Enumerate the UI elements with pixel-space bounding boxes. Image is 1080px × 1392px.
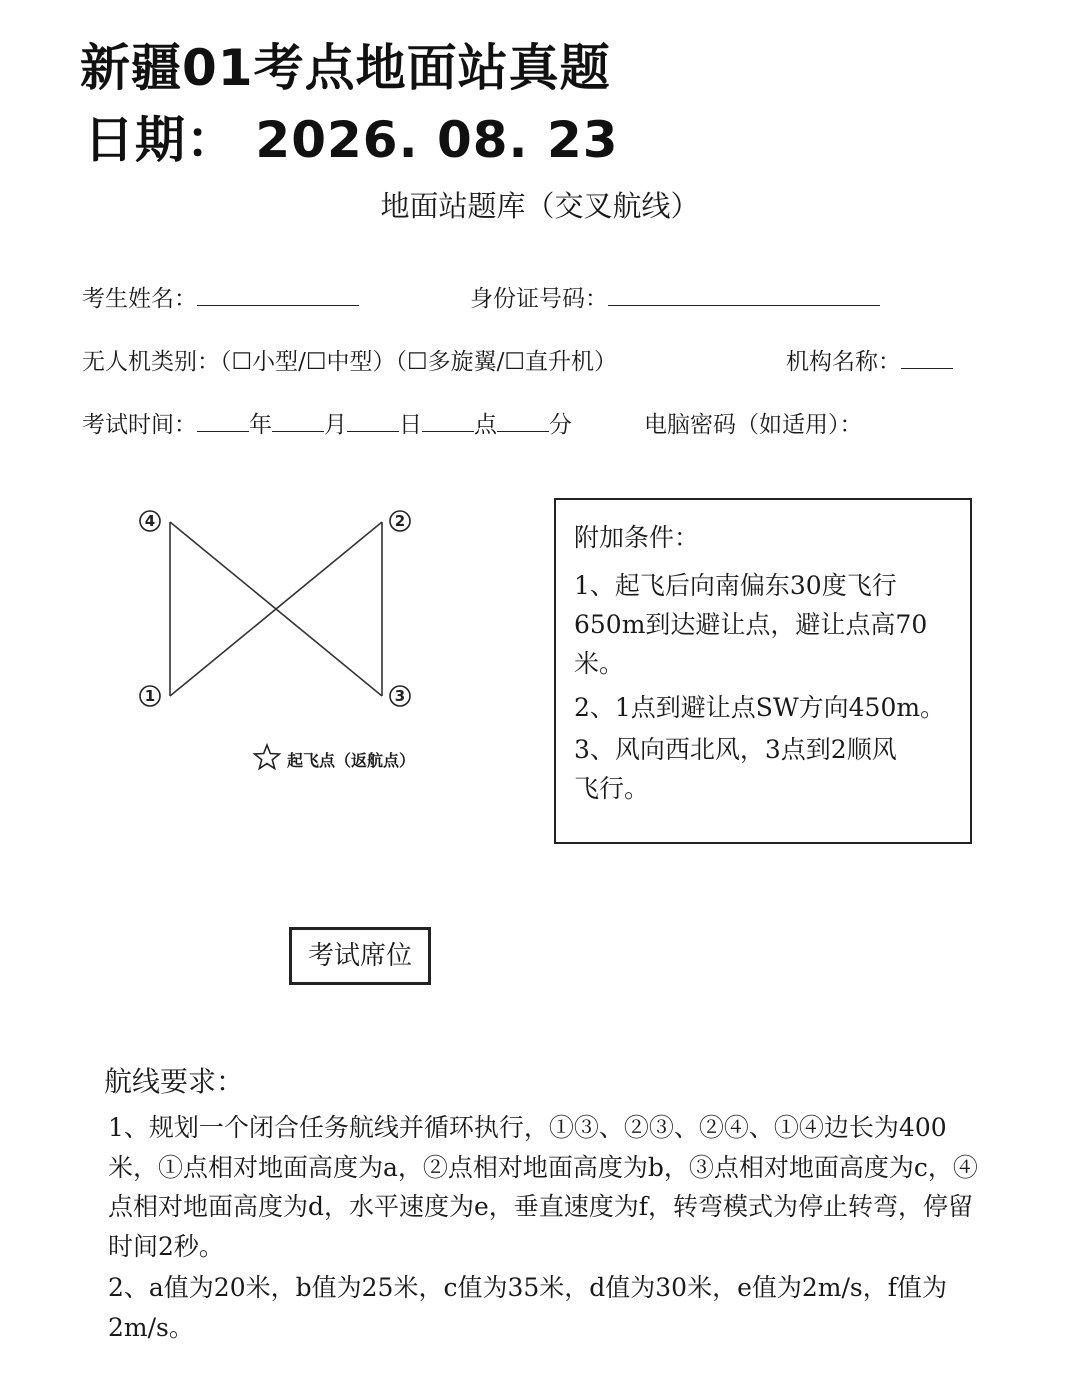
id-field[interactable] [608, 285, 880, 306]
document-subtitle: 地面站题库（交叉航线） [380, 189, 700, 223]
waypoint-1 [140, 686, 160, 706]
takeoff-label: 起飞点（返航点） [287, 751, 416, 770]
waypoint-2-label: 2 [394, 512, 406, 530]
conditions-box [554, 498, 972, 844]
condition-line: 2、1点到避让点SW方向450m。 [574, 693, 946, 722]
conditions-heading: 附加条件： [574, 523, 700, 552]
route-diagram [120, 500, 440, 790]
year-field[interactable] [197, 411, 249, 432]
condition-line: 飞行。 [574, 774, 650, 803]
requirements-heading: 航线要求： [104, 1065, 245, 1098]
requirement-item-2: 2、a值为20米，b值为25米，c值为35米，d值为30米，e值为2m/s，f值为2m/s。 [108, 1273, 947, 1342]
waypoint-4-label: 4 [144, 512, 156, 530]
id-label: 身份证号码： [470, 286, 608, 312]
waypoint-3-label: 3 [394, 687, 406, 705]
minute-field[interactable] [497, 411, 549, 432]
exam-date: 日期： 2026. 08. 23 [84, 111, 619, 169]
day-field[interactable] [347, 411, 399, 432]
requirement-item-1: 1、规划一个闭合任务航线并循环执行，①③、②③、②④、①④边长为400米，①点相对地面高度为a，②点相对地面高度为b，③点相对地面高度为c，④点相对地面高度为d，水平速度为e，垂直速度为f，转弯模式为停止转弯，停留时间2秒。 [108, 1113, 978, 1261]
id-row [470, 280, 880, 313]
waypoint-1-label: 1 [144, 687, 156, 705]
condition-line: 3、风向西北风，3点到2顺风 [574, 735, 897, 764]
day-label: 日 [399, 412, 422, 438]
condition-line: 米。 [574, 649, 625, 678]
org-row [786, 343, 953, 376]
uav-type-label: 无人机类别：（☐小型/☐中型）（☐多旋翼/☐直升机） [82, 349, 617, 375]
minute-label: 分 [549, 412, 572, 438]
exam-seat-box: 考试席位 [289, 927, 431, 985]
waypoint-4 [140, 511, 160, 531]
star-icon [255, 745, 280, 769]
condition-line: 1、起飞后向南偏东30度飞行 [574, 571, 897, 600]
org-field[interactable] [901, 348, 953, 369]
hour-label: 点 [474, 412, 497, 438]
month-field[interactable] [272, 411, 324, 432]
waypoint-3 [390, 686, 410, 706]
uav-type-row [82, 343, 617, 376]
name-label: 考生姓名： [82, 286, 197, 312]
year-label: 年 [249, 412, 272, 438]
hour-field[interactable] [422, 411, 474, 432]
password-row [644, 406, 863, 439]
waypoint-2 [390, 511, 410, 531]
condition-line: 650m到达避让点，避让点高70 [574, 610, 928, 639]
org-label: 机构名称： [786, 349, 901, 375]
password-label: 电脑密码（如适用）： [644, 412, 863, 438]
name-field[interactable] [197, 285, 359, 306]
page-title: 新疆01考点地面站真题 [80, 39, 611, 97]
time-label: 考试时间： [82, 412, 197, 438]
time-row [82, 406, 572, 439]
name-row [82, 280, 359, 313]
month-label: 月 [324, 412, 347, 438]
